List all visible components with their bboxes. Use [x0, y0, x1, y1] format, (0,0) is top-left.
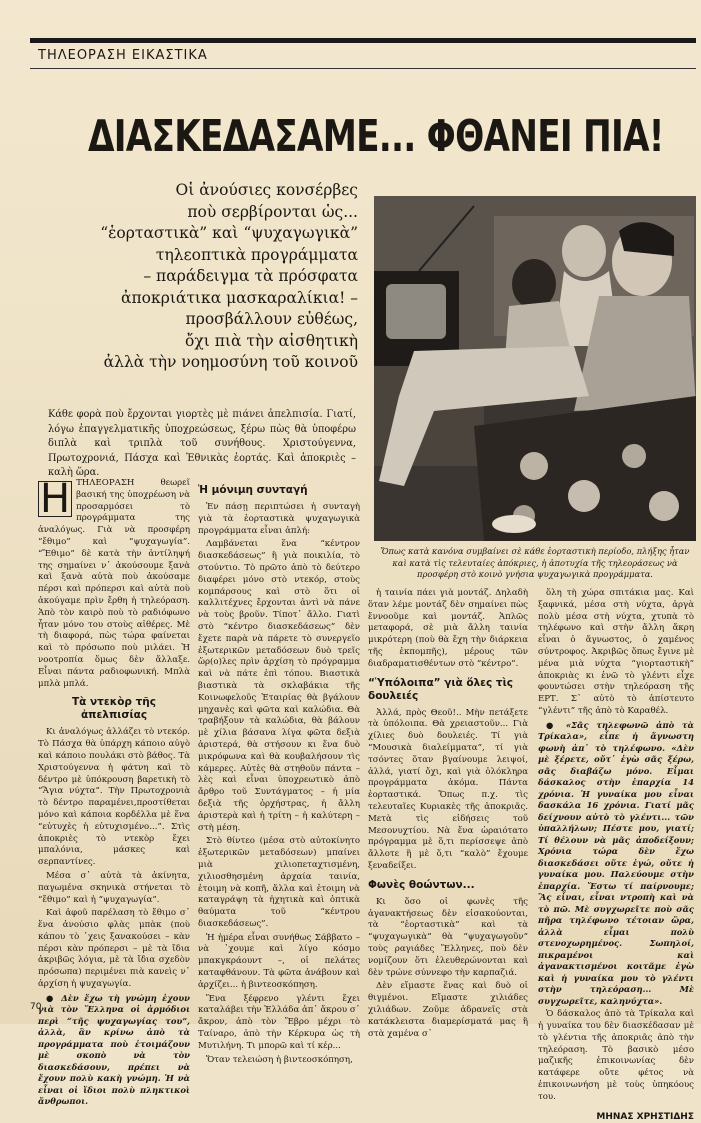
- intro-paragraph: Κάθε φορὰ ποὺ ἔρχονται γιορτὲς μὲ πιάνει ἀπελπισία. Γιατί, λόγω ἐπαγγελματικῆς ὑποχρεώσεως, ξέρω πὼς θὰ ὑποφέρω διπλὰ καὶ τριπλὰ τοῦ συνήθους. Χριστούγεννα, Πρωτοχρονιά, Πάσχα καὶ Ἐθνικὰς ἑορτάς. Καὶ ἀποκριὲς – καλὴ ὥρα.: [48, 409, 356, 478]
- paragraph: Ὅταν τελειώση ἡ βιντεοσκόπηση,: [206, 1054, 353, 1065]
- paragraph: Ἀλλά, πρὸς Θεοῦ!.. Μὴν πετάξετε τὰ ὑπόλοιπα. Θὰ χρειαστοῦν... Γιὰ χίλιες δυὸ δουλειές. Τί γιὰ “Μουσικὰ διαλείμματα”, τί γιὰ τσόντες ὅταν βγαίνουμε λειψοί, ἀλλά, γιατί ὄχι, καὶ γιὰ ὁλόκληρα προγράμματα ἀκόμα. Πάντα ἑορταστικά. Ὅπως π.χ. τὶς τελευταῖες Κυριακὲς τῆς ἀποκριᾶς. Μετὰ τὶς εἰδήσεις τοῦ Μεσονυχτίου. Νὰ ἕνα ὡραιότατο πρόγραμμα μὲ ὅ,τι περίσσεψε ἀπὸ ἄλλοτε ἢ μὲ ὅ,τι “καλὸ” ἔχουμε ξεναδείξει.: [368, 707, 528, 871]
- paragraph: Στὸ θίντεο (μέσα στὸ αὐτοκίνητο ἐξωτερικῶν μεταδόσεων) μπαίνει μιὰ χιλιοπεταχτισμένη, χιλιοσθησμένη ἀρχαία ταινία, ἑτοιμη νὰ κοπῆ, ἄλλα καὶ ἑτοιμη νὰ καταγράψη τὰ ἠχητικὰ καὶ ὀπτικὰ θαύματα τοῦ “κέντρου διασκεδάσεως”.: [198, 836, 360, 929]
- paragraph: Μέσα σ᾽ αὐτὰ τὰ ἀκίνητα, παγωμένα σκηνικὰ στήνεται τὸ “ἔθιμο” καὶ ἡ “ψυχαγωγία”.: [38, 870, 190, 905]
- paragraph: Λαμβάνεται ἕνα “κέντρον διασκεδάσεως” ἢ γιὰ ποικιλία, τὸ στούντιο. Τὸ πρῶτο ἀπὸ τὸ δεύτερο διαφέρει μόνο στὸ ντεκόρ, στοὺς κομπάρσους καὶ στὸ ὅτι οἱ καλλιτέχνες ἔρχονται ἀντὶ νὰ πάνε νὰ τοὺς βροῦν. Τίποτ᾽ ἄλλο. Γιατὶ στὸ “κέντρο διασκεδάσεως” δὲν ἔχετε παρὰ νὰ πάρετε τὸ συνεργεῖο ἐξωτερικῶν μεταδόσεων δυὸ τρεῖς ὥρ(ο)λες πρὶν ἀρχίση τὸ πρόγραμμα καὶ νὰ πάτε ἐπὶ τόπου. Βιαστικὰ βιαστικὰ τὰ σκλαβάκια τῆς Κοινωφελοῦς Ἑταιρίας θὰ βγάλουν μηχανὲς καὶ φῶτα καὶ καλώδια. Θὰ τραβήξουν τὰ καλώδια, θὰ βάλουν μὲ χίλια βάσανα λίγα φῶτα δεξιὰ ἀριστερά, θὰ στήσουν κι ἕνα δυὸ μικρόφωνα καὶ θὰ κουβαλήσουν τὶς κάμερες. Αὐτὲς θὰ στηθοῦν πάντα – λὲς καὶ εἶναι ὑποχρεωτικὸ ἀπὸ ἄρθρο τοῦ Συντάγματος – ἡ μία δεξιὰ τῆς ὀρχήστρας, ἡ ἄλλη ἀριστερὰ καὶ ἡ τρίτη – ἡ καλύτερη – στὴ μέση.: [198, 539, 360, 833]
- top-rule: [30, 38, 696, 43]
- lead-line: ὄχι πιὰ τὴν αἰσθητικὴ: [185, 331, 358, 350]
- paragraph: ΤΗΛΕΟΡΑΣΗ θεωρεῖ βασική της ὑποχρέωση νὰ προσαρμόσει τὸ προγράμματα της ἀναλόγως. Γιὰ νὰ προσφέρη “ἔθιμο” καὶ “ψυχαγωγία”. “Ἔθιμο” δὲ κατὰ τὴν ἀντίληψή της σημαίνει ν᾽ ἀκούσουμε ξανὰ καὶ ξανὰ αὐτὰ ποὺ ἀκούσαμε πέρσι καὶ πρόπερσι καὶ αὐτὰ ποὺ ἀκούγαμε πρὶν ἔρθη ἡ τηλεόραση. Ἀπὸ τὸν καιρὸ ποὺ τὸ ραδιόφωνο ἦταν μόνο του στοὺς αἰθέρες. Μὲ τὴ διαφορά, πὼς τώρα φαίνεται καὶ τὸ πρόσωπο ποὺ μιλάει. Ἡ νοοτροπία ὅμως δὲν ἄλλαξε. Εἶναι πάντα ραδιοφωνική. Μπλὰ μπλὰ μπλά.: [38, 478, 190, 689]
- subheading: Φωνὲς θοώντων...: [368, 878, 475, 891]
- paragraph: Ἐν πάσῃ περιπτώσει ἡ συνταγὴ γιὰ τὰ ἑορταστικὰ ψυχαγωγικὰ προγράμματα εἶναι ἁπλή:: [198, 502, 360, 536]
- paragraph: ὅλη τὴ χώρα σπιτάκια μας. Καὶ ξαφνικά, μέσα στὴ νύχτα, ἀργὰ πολὺ μέσα στὴ νύχτα, χτυπὰ τὸ τηλέφωνο καὶ στὴν ἄλλη ἄκρη εἶναι ὁ ἄγνωστος, ὁ χαμένος σύντροφος. Ἀκριβῶς ὅπως ἔγινε μὲ μένα μιὰ νύχτα “γιορταστικὴ” ἀποκριὰς κι ἐνῶ τὸ γλέντι εἶχε φουντώσει στὴν τηλεόραση τῆς ΕΡΤ. Σ᾽ αὐτὸ τὸ ἀπίστευτο “γλέντι” τῆς ἀπὸ τὸ Καραθέλ.: [538, 588, 694, 716]
- column-2: [198, 478, 360, 1068]
- subheading: “Ὑπόλοιπα” γιὰ ὅλες τὶς δουλειές: [368, 676, 513, 702]
- paragraph: Κι ἀναλόγως ἀλλάζει τὸ ντεκόρ. Τὸ Πάσχα θὰ ὑπάρχη κάποιο αὐγὸ καὶ κάποιο πουλάκι στὸ βάθος. Τὰ Χριστούγεννα ἡ φάτνη καὶ τὸ δέντρο μὲ ὑπόκρουση βαρετικὴ τὸ “Ἅγια νύχτα”. Τὴν Πρωτοχρονιὰ τὸ δέντρο παραμένει,προστίθεται μόνο καὶ κάποια κορδέλλα μὲ ἕνα “εὐτυχὲς ἡ εὐτυχισμένο...”. Στὶς ἀποκριὲς τὸ ντεκὸρ ἔχει μπαλόνια, μάσκες καὶ σερπαντίνες.: [38, 727, 190, 868]
- subheading: Ἡ μόνιμη συνταγή: [198, 484, 308, 496]
- section-label: ΤΗΛΕΟΡΑΣΗ ΕΙΚΑΣΤΙΚΑ: [38, 48, 208, 63]
- paragraph: Ὁ δάσκαλος ἀπὸ τὰ Τρίκαλα καὶ ἡ γυναίκα του δὲν διασκέδασαν μὲ τὸ γλέντια τῆς ἀποκριᾶς ἀπὸ τὴν τηλεόραση. Τὸ βασικὸ μέσο μαζικῆς ἐπικοινωνίας δὲν κατάφερε οὔτε φέτος νὰ ἐπικοινωνήση μὲ τοὺς ὑπηκόους του.: [538, 1009, 694, 1102]
- photo-illustration: [374, 196, 696, 541]
- lead-line: ἀποκριάτικα μασκαραλίκια! –: [121, 288, 358, 307]
- lead-line: “ἑορταστικὰ” καὶ “ψυχαγωγικὰ”: [100, 224, 358, 242]
- paragraph: Κι ὅσο οἱ φωνὲς τῆς ἀγανακτήσεως δὲν εἰσακούονται, τὰ “ἑορταστικὰ” καὶ τὰ “ψυχαγωγικὰ” θὰ “ψυχαγωγοῦν” τοὺς ραγιάδες Ἕλληνες, ποὺ δὲν νομίζουν ὅτι ἐλευθερώνονται καὶ δὲν τρώνε σύννεφο τὴν καρπαζιά.: [368, 896, 528, 978]
- lead-line: – παράδειγμα τὰ πρόσφατα: [143, 267, 358, 285]
- paragraph: Ἕνα ξέφρενο γλέντι ἔχει καταλάβει τὴν Ἑλλάδα ἀπ᾽ ἄκρου σ᾽ ἄκρον, ἀπὸ τὸν Ἕβρο μέχρι τὸ Ταίναρο, ἀπὸ τὴν Κέρκυρα ὡς τὴ Μυτιλήνη. Τι μπορῶ καὶ τί κέρ...: [198, 993, 360, 1051]
- family-watching-tv-photo: [374, 196, 696, 541]
- highlight-note: ● Δὲν ἔχω τὴ γνώμη ἐχουν γιὰ τὸν Ἕλληνα οἱ ἁρμόδιοι περὶ “τῆς ψυχαγωγίας του”, ἀλλὰ, ἂν κρίνω ἀπὸ τὰ προγράμματα ποὺ ἑτοιμάζουν μὲ σκοπὸ νὰ τὸν διασκεδάσουν, πρέπει νὰ ἔχουν πολὺ κακὴ γνώμη. Ἡ νὰ εἶναι οἱ ἴδιοι πολὺ πληκτικοὶ ἄνθρωποι.: [38, 992, 190, 1107]
- dropcap: Η: [40, 476, 71, 522]
- headline: ΔΙΑΣΚΕΔΑΣΑΜΕ... ΦΘΑΝΕΙ ΠΙΑ!: [88, 111, 664, 162]
- section-rule: [30, 68, 696, 69]
- paragraph: Ἡ ἡμέρα εἶναι συνήθως Σάββατο – νὰ ᾽χουμε καὶ λίγο κόσμο μπακγκράουντ –, οἱ πελάτες καταφθάνουν. Τὰ φῶτα ἀνάβουν καὶ ἀρχίζει... ἡ βιντεοσκόπηση.: [198, 932, 360, 990]
- woman-head: [562, 225, 606, 277]
- child-head: [512, 259, 556, 309]
- lead-line: προσβάλλουν εὐθέως,: [185, 310, 358, 328]
- subheading: Τὰ ντεκὸρ τῆς ἀπελπισίας: [72, 696, 156, 722]
- paragraph: Καὶ ἀφοῦ παρέλαση τὸ ἔθιμο σ᾽ ἕνα ἀνούσιο φλὰς μπὰκ (ποὺ κάπου τὸ ᾽χεις ξανακούσει – κὰν πέρσι κὰν πρόπερσι – μὲ τὰ ἴδια ἀκριβῶς λόγια, μὲ τὰ ἴδια σχεδὸν πρόσωπα) περιμένει πιὰ κανεὶς ν᾽ ἀρχίση ἡ ψυχαγωγία.: [38, 908, 190, 990]
- lead-line: ποὺ σερβίρονται ὡς...: [187, 202, 358, 221]
- author-signature: ΜΗΝΑΣ ΧΡΗΣΤΙΔΗΣ: [596, 1111, 694, 1122]
- paragraph: Δὲν εἴμαστε ἕνας καὶ δυὸ οἱ θιγμένοι. Εἴμαστε χιλιάδες χιλιάδων. Ζοῦμε ἀδρανεῖς στὰ κατάκλειστα διαμερίσματά μας ἢ στὰ χαμένα σ᾽: [368, 981, 528, 1039]
- column-1: [38, 478, 190, 1110]
- paragraph: ἡ ταινία πάει γιὰ μοντάζ. Δηλαδὴ ὅταν λέμε μοντάζ δὲν σημαίνει πὼς ἔννοοῦμε καὶ μοντάζ. Ἁπλῶς μεταφορά, σὲ μιὰ ἄλλη ταινία μικρότερη (ποὺ θὰ ἔχη τὴν διάρκεια τῆς ἐκπομπῆς), μέρους τῶν διαδραματισθέντων στὸ “κέντρο”.: [368, 588, 528, 669]
- lead-line: τηλεοπτικὰ προγράμματα: [155, 245, 358, 264]
- column-4: [538, 588, 694, 1123]
- lead-line: ἀλλὰ τὴν νοημοσύνη τοῦ κοινοῦ: [103, 353, 358, 371]
- page-number: 70: [30, 1002, 42, 1012]
- highlight-note: ● «Σᾶς τηλεφωνῶ ἀπὸ τὰ Τρίκαλα», εἶπε ἡ ἄγνωστη φωνὴ ἀπ᾽ τὸ τηλέφωνο. «Δὲν μὲ ξέρετε, οὔτ᾽ ἐγὼ σᾶς ξέρω, σᾶς διαβάζω μόνο. Εἶμαι δάσκαλος στὴν ἐπαρχία 14 χρόνια. Ἡ γυναίκα μου εἶναι δασκάλα 16 χρόνια. Γιατί μᾶς δείχνουν αὐτὸ τὸ γλέντι... τῶν ὑπαλλήλων; Πέστε μου, γιατί; Τί θέλουν νὰ μᾶς ἀποδείξουν; Χρόνια τώρα δὲν ἔχω διασκεδάσει οὔτε ἐγώ, οὔτε ἡ γυναίκα μου. Παλεύουμε στὴν ἐπαρχία. Ἔστω τί παίρνουμε; Ἂς εἶναι, εἶναι ντροπὴ καὶ νὰ τὸ πῶ. Μὲ συγχωρεῖτε ποὺ σᾶς πῆρα τηλέφωνο τέτοιαν ὥρα, ἀλλὰ εἶμαι πολὺ στενοχωρημένος. Σωπηλοί, πικραμένοι καὶ ἀγανακτισμένοι κοιτᾶμε ἐγὼ καὶ ἡ γυναίκα μου τὸ γλέντι στὴν τηλεόραση... Μὲ συγχωρεῖτε, καληνύχτα».: [538, 719, 694, 1006]
- photo-caption: Ὅπως κατὰ κανόνα συμβαίνει σὲ κάθε ἑορταστικὴ περίοδο, πλήξης ἦταν καὶ κατὰ τὶς τελευταίες ἀπόκριες, ἡ ἀποτυχία τῆς τηλεοράσεως νὰ προσφέρη στὸ κοινὸ γνήσια ψυχαγωγικὰ προγράμματα.: [380, 546, 690, 579]
- lead-paragraph: [45, 180, 358, 374]
- column-3: [368, 588, 528, 1042]
- lead-line: Οἱ ἀνούσιες κονσέρβες: [175, 181, 358, 199]
